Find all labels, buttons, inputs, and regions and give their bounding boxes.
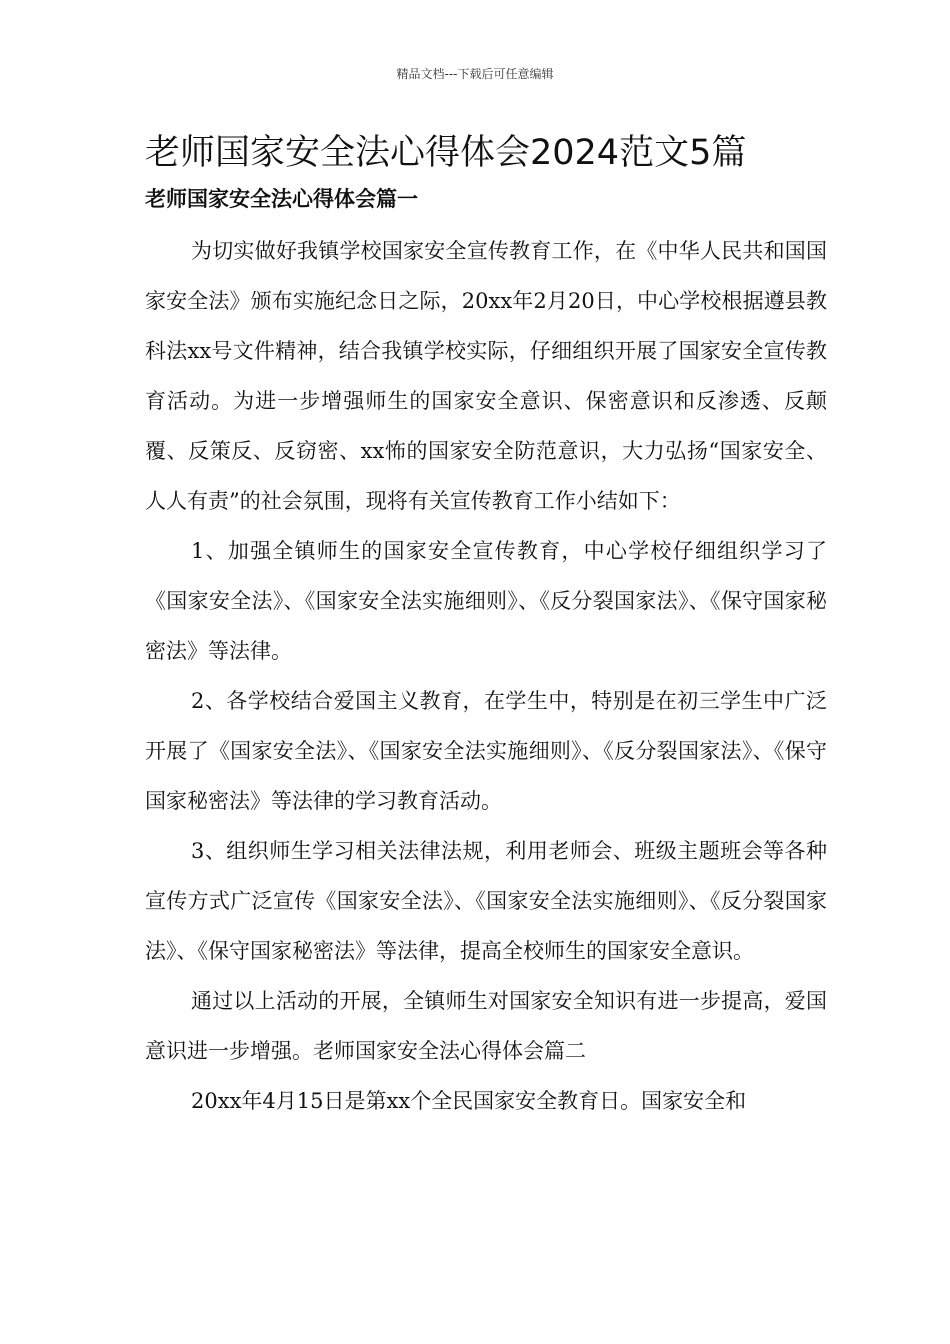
document-title: 老师国家安全法心得体会2024范文5篇 bbox=[145, 133, 747, 173]
paragraph-5: 通过以上活动的开展，全镇师生对国家安全知识有进一步提高，爱国意识进一步增强。老师国家安全法心得体会篇二 bbox=[145, 989, 827, 1063]
section-heading: 老师国家安全法心得体会篇一 bbox=[145, 186, 418, 211]
paragraph-1: 为切实做好我镇学校国家安全宣传教育工作，在《中华人民共和国国家安全法》颁布实施纪念日之际，20xx年2月20日，中心学校根据遵县教科法xx号文件精神，结合我镇学校实际，仔细组织开展了国家安全宣传教育活动。为进一步增强师生的国家安全意识、保密意识和反渗透、反颠覆、反策反、反窃密、xx怖的国家安全防范意识，大力弘扬“国家安全、人人有责”的社会氛围，现将有关宣传教育工作小结如下： bbox=[145, 239, 827, 513]
paragraph-3: 2、各学校结合爱国主义教育，在学生中，特别是在初三学生中广泛开展了《国家安全法》、《国家安全法实施细则》、《反分裂国家法》、《保守国家秘密法》等法律的学习教育活动。 bbox=[145, 689, 827, 813]
page-header: 精品文档---下载后可任意编辑 bbox=[396, 67, 554, 81]
paragraph-4: 3、组织师生学习相关法律法规，利用老师会、班级主题班会等各种宣传方式广泛宣传《国家安全法》、《国家安全法实施细则》、《反分裂国家法》、《保守国家秘密法》等法律，提高全校师生的国家安全意识。 bbox=[145, 839, 827, 963]
document-body bbox=[145, 226, 827, 1126]
paragraph-2: 1、加强全镇师生的国家安全宣传教育，中心学校仔细组织学习了《国家安全法》、《国家安全法实施细则》、《反分裂国家法》、《保守国家秘密法》等法律。 bbox=[145, 539, 827, 663]
paragraph-6: 20xx年4月15日是第xx个全民国家安全教育日。国家安全和 bbox=[191, 1089, 747, 1113]
